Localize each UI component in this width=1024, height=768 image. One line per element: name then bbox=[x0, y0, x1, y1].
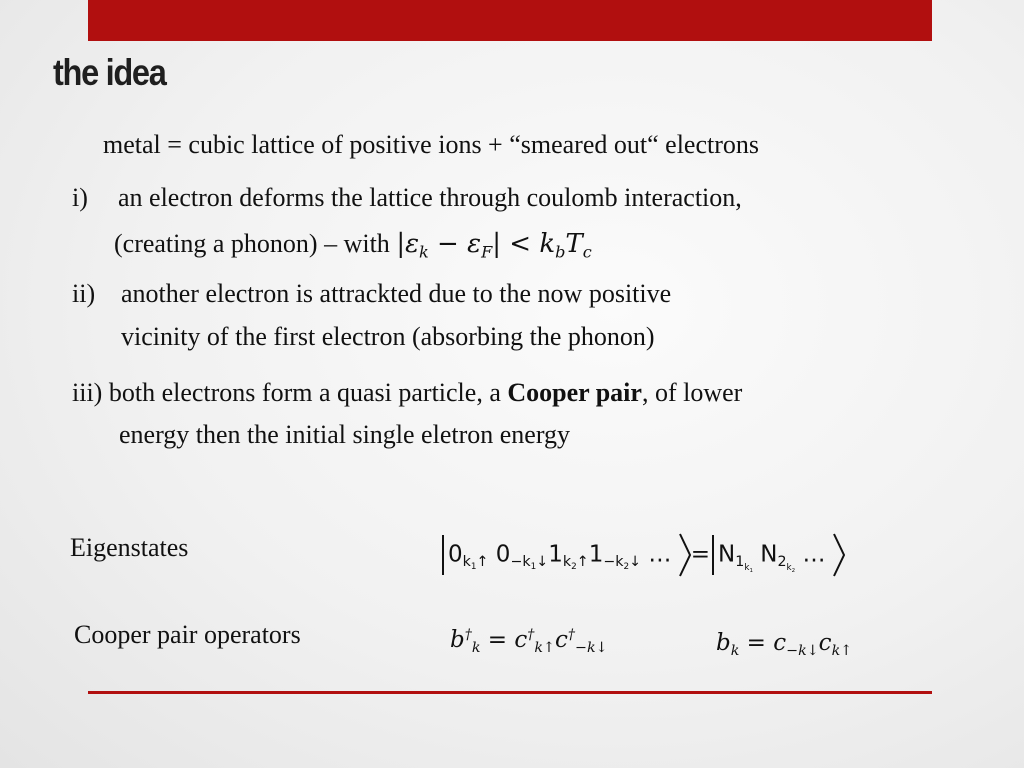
item-ii-text2: vicinity of the first electron (absorbing the phonon) bbox=[121, 322, 655, 351]
item-iii-text-after: , of lower bbox=[641, 378, 743, 407]
energy-condition-formula: $|\varepsilon_k - \varepsilon_F| < k_bT_c$ bbox=[396, 229, 592, 262]
item-ii-text: another electron is attrackted due to the now positive bbox=[121, 279, 672, 308]
item-i-marker: i) bbox=[72, 183, 88, 212]
cooper-pair-term: Cooper pair bbox=[507, 378, 642, 407]
item-ii-marker: ii) bbox=[72, 279, 96, 308]
item-iii-text-before: both electrons form a quasi particle, a bbox=[108, 378, 501, 407]
annihilation-operator-formula: $b_k = c_{-k↓}c_{k↑}$ bbox=[716, 630, 853, 659]
slide-title: the idea bbox=[53, 52, 166, 93]
item-iii-text2: energy then the initial single eletron energy bbox=[119, 420, 571, 449]
item-iii-line1 bbox=[72, 378, 742, 408]
eigenstates-label: Eigenstates bbox=[70, 533, 189, 562]
cooper-ops-label: Cooper pair operators bbox=[74, 620, 301, 649]
item-i-text2: (creating a phonon) – with bbox=[114, 229, 390, 258]
item-iii-marker: iii) bbox=[72, 378, 103, 407]
creation-operator-formula: $b^\dagger_k = c^\dagger_{k↑}c^\dagger_{-k↓}$ bbox=[450, 626, 608, 656]
item-i-text: an electron deforms the lattice through coulomb interaction, bbox=[118, 183, 742, 212]
bottom-accent-rule bbox=[88, 691, 932, 694]
metal-definition: metal = cubic lattice of positive ions + “smeared out“ electrons bbox=[103, 130, 759, 159]
eigenstates-formula: $0_{k_1↑}$ $0_{-k_1↓}1_{k_2↑}1_{-k_2↓}$ … = $N_{1_{k_1}}$ $N_{2_{k_2}}$ … bbox=[440, 533, 845, 585]
top-accent-bar bbox=[88, 0, 932, 41]
item-i-line2 bbox=[114, 229, 592, 268]
